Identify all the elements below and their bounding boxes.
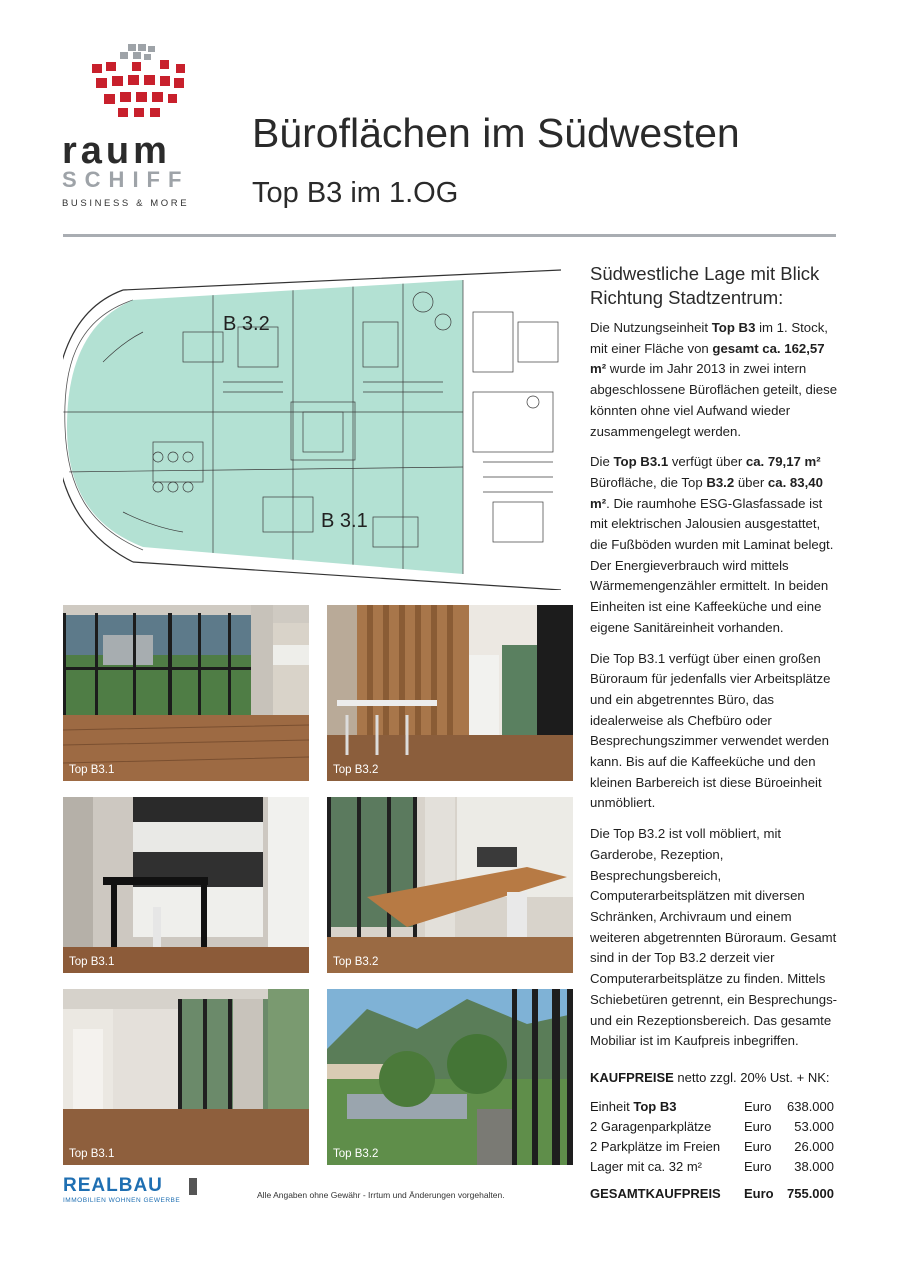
description-column — [590, 262, 840, 1062]
prices-heading: KAUFPREISE netto zzgl. 20% Ust. + NK: — [590, 1070, 830, 1085]
description-heading: Südwestliche Lage mit Blick Richtung Stadtzentrum: — [590, 263, 820, 308]
price-row: 2 Garagenparkplätze Euro 53.000 — [590, 1119, 834, 1134]
photo-caption: Top B3.1 — [69, 1148, 115, 1160]
photo-b31-kitchen — [63, 797, 309, 973]
photo-caption: Top B3.1 — [69, 764, 115, 776]
price-table — [590, 1097, 836, 1177]
photo-b32-view — [327, 989, 573, 1165]
disclaimer: Alle Angaben ohne Gewähr - Irrtum und Änderungen vorgehalten. — [257, 1190, 505, 1200]
raumschiff-logo — [62, 40, 222, 210]
photo-b31-facade — [63, 605, 309, 781]
total-price-row: GESAMTKAUFPREIS Euro 755.000 — [590, 1186, 834, 1201]
floor-plan-label-b32: B 3.2 — [223, 313, 270, 335]
description-paragraph-1: Die Nutzungseinheit Top B3 im 1. Stock, mit einer Fläche von gesamt ca. 162,57 m² wurde im Jahr 2013 in zwei intern abgeschlossene Büroflächen geteilt, diese könnten ohne viel Aufwand wieder zusammengelegt werden. — [590, 320, 838, 439]
price-row: 2 Parkplätze im Freien Euro 26.000 — [590, 1139, 834, 1154]
header-divider — [63, 234, 836, 237]
realbau-mark-icon — [189, 1178, 197, 1195]
logo-tagline: BUSINESS & MORE — [62, 198, 190, 209]
price-row: Lager mit ca. 32 m² Euro 38.000 — [590, 1159, 834, 1174]
realbau-tagline: IMMOBILIEN WOHNEN GEWERBE — [63, 1197, 181, 1204]
photo-caption: Top B3.2 — [333, 764, 379, 776]
logo-cube-icon — [88, 42, 198, 122]
photo-caption: Top B3.2 — [333, 1148, 379, 1160]
page-title: Büroflächen im Südwesten — [252, 110, 740, 156]
photo-caption: Top B3.2 — [333, 956, 379, 968]
realbau-logo — [63, 1176, 203, 1206]
realbau-name: REALBAU — [63, 1175, 163, 1196]
floor-plan-label-b31: B 3.1 — [321, 510, 368, 532]
photo-b32-meeting — [327, 605, 573, 781]
floor-plan — [63, 262, 561, 590]
photo-b32-desk — [327, 797, 573, 973]
logo-word-raum: raum — [62, 130, 171, 172]
description-paragraph-4: Die Top B3.2 ist voll möbliert, mit Garderobe, Rezeption, Besprechungsbereich, Computerarbeitsplätzen mit diversen Schränken, Archivraum und einem weiteren abgetrennten Büroraum. Gesamt sind in der Top B3.2 derzeit vier Computerarbeitsplätze zu finden. Mittels Schiebetüren getrennt, ein Besprechungs- und ein Rezeptionsbereich. Das gesamte Mobiliar ist im Kaufpreis inbegriffen. — [590, 826, 838, 1049]
photo-b31-office — [63, 989, 309, 1165]
logo-word-schiff: SCHIFF — [62, 167, 190, 192]
price-row: Einheit Top B3 Euro 638.000 — [590, 1099, 834, 1114]
description-paragraph-3: Die Top B3.1 verfügt über einen großen Büroraum für jedenfalls vier Arbeitsplätze und ein abgetrenntes Büro, das idealerweise als Chefbüro oder Besprechungszimmer verwendet werden kann. Bis auf die Kaffeeküche und den kleinen Barbereich ist diese Büroeinheit unmöbliert. — [590, 650, 831, 811]
page-subtitle: Top B3 im 1.OG — [252, 177, 459, 209]
photo-caption: Top B3.1 — [69, 956, 115, 968]
description-paragraph-2: Die Top B3.1 verfügt über ca. 79,17 m² Bürofläche, die Top B3.2 über ca. 83,40 m². Die raumhohe ESG-Glasfassade ist mit elektrischen Jalousien ausgestattet, die Fußböden wurden mit Laminat belegt. Der Energieverbrauch wird mittels Wärmemengenzähler ermittelt. In beiden Einheiten ist eine Kaffeeküche und eine eigene Sanitäreinheit vorhanden. — [590, 454, 834, 635]
